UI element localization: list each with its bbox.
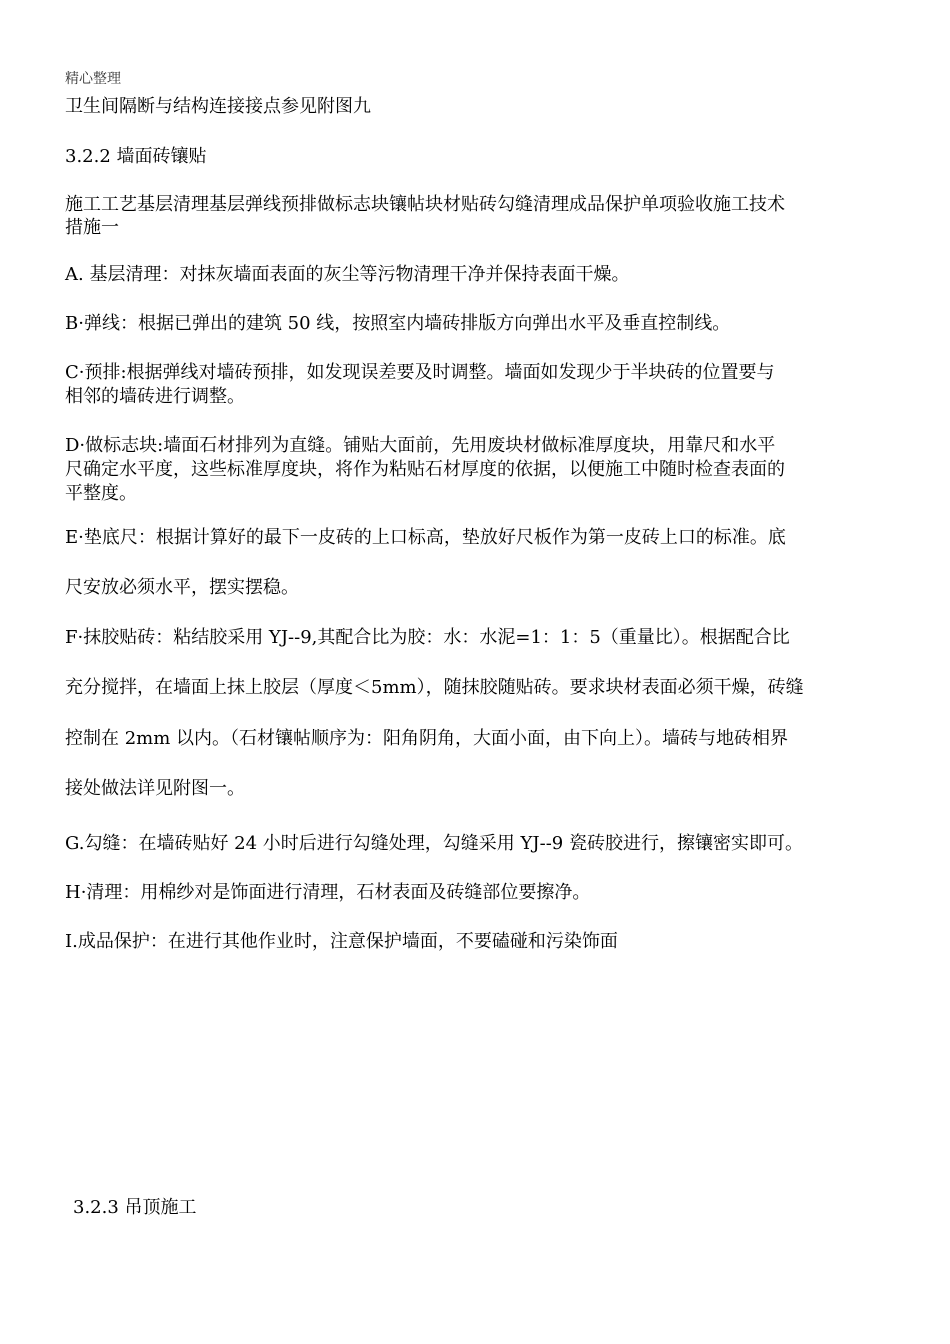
step-i: I.成品保护：在进行其他作业时，注意保护墙面，不要磕碰和污染饰面 [65,931,618,952]
step-f: F·抹胶贴砖：粘结胶采用 YJ--9,其配合比为胶：水：水泥=1：1：5（重量比）。根据配合比 [65,627,790,648]
section-heading: 3.2.3 吊顶施工 [73,1197,197,1218]
step-h: H·清理：用棉纱对是饰面进行清理，石材表面及砖缝部位要擦净。 [65,882,591,903]
header-note: 精心整理 [65,71,121,87]
partition-note: 卫生间隔断与结构连接接点参见附图九 [65,96,371,117]
process-line: 施工工艺基层清理基层弹线预排做标志块镶帖块材贴砖勾缝清理成品保护单项验收施工技术 [65,194,785,215]
step-d: D·做标志块:墙面石材排列为直缝。铺贴大面前，先用废块材做标准厚度块，用靠尺和水平 [65,435,776,456]
step-g: G.勾缝：在墙砖贴好 24 小时后进行勾缝处理，勾缝采用 YJ--9 瓷砖胶进行，擦镶密实即可。 [65,833,803,854]
step-a: A. 基层清理：对抹灰墙面表面的灰尘等污物清理干净并保持表面干燥。 [65,264,630,285]
step-f: 充分搅拌，在墙面上抹上胶层（厚度＜5mm），随抹胶随贴砖。要求块材表面必须干燥，砖缝 [65,677,804,698]
step-f: 接处做法详见附图一。 [65,778,245,799]
step-e: E·垫底尺：根据计算好的最下一皮砖的上口标高，垫放好尺板作为第一皮砖上口的标准。底 [65,527,786,548]
step-c: C·预排:根据弹线对墙砖预排，如发现误差要及时调整。墙面如发现少于半块砖的位置要与 [65,362,775,383]
step-c: 相邻的墙砖进行调整。 [65,386,245,407]
step-b: B·弹线：根据已弹出的建筑 50 线，按照室内墙砖排版方向弹出水平及垂直控制线。 [65,313,731,334]
step-f: 控制在 2mm 以内。（石材镶帖顺序为：阳角阴角，大面小面，由下向上）。墙砖与地砖相界 [65,728,789,749]
step-d: 平整度。 [65,483,137,504]
section-heading: 3.2.2 墙面砖镶贴 [65,146,207,167]
step-e: 尺安放必须水平，摆实摆稳。 [65,577,299,598]
process-line: 措施一 [65,217,119,238]
step-d: 尺确定水平度，这些标准厚度块，将作为粘贴石材厚度的依据，以便施工中随时检查表面的 [65,459,785,480]
